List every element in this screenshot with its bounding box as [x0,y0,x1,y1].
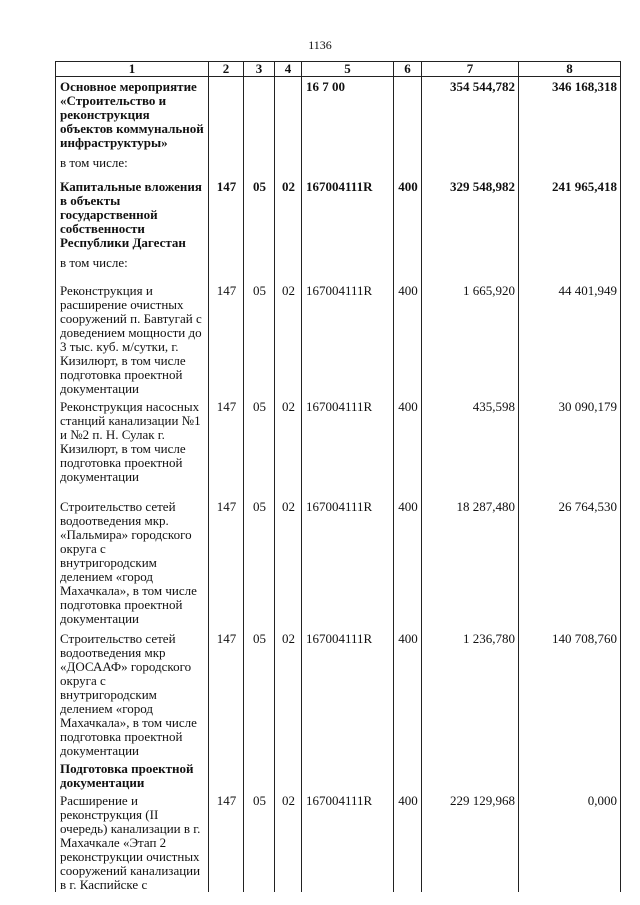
row-name: Основное мероприятие «Строительство и реконструкция объектов коммунальной инфраструктуры» [56,77,209,153]
cell-amount-col7: 18 287,480 [422,494,519,626]
cell-target-code: 167004111R [302,790,394,892]
cell-target-code: 167004111R [302,396,394,494]
table-row [56,758,621,790]
cell-ministry: 147 [209,396,244,494]
table-row [56,77,621,153]
cell-amount-col7: 329 548,982 [422,176,519,252]
cell-ministry: 147 [209,790,244,892]
table-row [56,790,621,892]
cell-ministry: 147 [209,494,244,626]
column-header: 8 [519,62,621,77]
cell-expense-type: 400 [394,176,422,252]
column-header: 1 [56,62,209,77]
row-name: Расширение и реконструкция (II очередь) канализации в г. Махачкале «Этап 2 реконструкции очистных сооружений канализации в г. Каспийске с [56,790,209,892]
cell-expense-type: 400 [394,494,422,626]
cell-amount-col8: 26 764,530 [519,494,621,626]
row-name: Реконструкция насосных станций канализации №1 и №2 п. Н. Сулак г. Кизилюрт, в том числе подготовка проектной документации [56,396,209,494]
row-name: Строительство сетей водоотведения мкр «ДОСААФ» городского округа с внутригородским делением «город Махачкала», в том числе подготовка проектной документации [56,626,209,758]
cell-section: 05 [244,626,275,758]
column-header: 2 [209,62,244,77]
column-header: 3 [244,62,275,77]
cell-section: 05 [244,276,275,396]
table-header-row [56,62,621,77]
table-row [56,176,621,252]
row-name: Подготовка проектной документации [56,758,209,790]
cell-subsection [275,77,302,153]
cell-amount-col8: 241 965,418 [519,176,621,252]
cell-ministry: 147 [209,276,244,396]
row-name: Капитальные вложения в объекты государственной собственности Республики Дагестан [56,176,209,252]
cell-amount-col7: 435,598 [422,396,519,494]
cell-subsection: 02 [275,626,302,758]
cell-amount-col8: 0,000 [519,790,621,892]
cell-target-code: 167004111R [302,626,394,758]
row-name: в том числе: [56,152,209,176]
cell-target-code: 167004111R [302,176,394,252]
cell-amount-col7: 354 544,782 [422,77,519,153]
cell-expense-type [394,77,422,153]
cell-amount-col7: 1 665,920 [422,276,519,396]
column-header: 6 [394,62,422,77]
cell-expense-type: 400 [394,396,422,494]
cell-ministry: 147 [209,176,244,252]
cell-ministry: 147 [209,626,244,758]
cell-subsection: 02 [275,790,302,892]
cell-section: 05 [244,790,275,892]
cell-section: 05 [244,494,275,626]
cell-section: 05 [244,176,275,252]
column-header: 4 [275,62,302,77]
table-row [56,252,621,276]
cell-amount-col7: 1 236,780 [422,626,519,758]
cell-expense-type: 400 [394,790,422,892]
cell-amount-col8: 30 090,179 [519,396,621,494]
cell-expense-type: 400 [394,626,422,758]
cell-section [244,77,275,153]
cell-amount-col8: 140 708,760 [519,626,621,758]
cell-target-code: 16 7 00 [302,77,394,153]
cell-subsection: 02 [275,276,302,396]
row-name: Строительство сетей водоотведения мкр. «Пальмира» городского округа с внутригородским делением «город Махачкала», в том числе подготовка проектной документации [56,494,209,626]
cell-section: 05 [244,396,275,494]
cell-target-code: 167004111R [302,494,394,626]
page-number: 1136 [308,38,332,52]
cell-target-code: 167004111R [302,276,394,396]
cell-subsection: 02 [275,494,302,626]
row-name: в том числе: [56,252,209,276]
budget-table [55,61,621,892]
cell-subsection: 02 [275,396,302,494]
cell-subsection: 02 [275,176,302,252]
cell-amount-col8: 346 168,318 [519,77,621,153]
table-row [56,152,621,176]
table-row [56,396,621,494]
cell-expense-type: 400 [394,276,422,396]
cell-amount-col7: 229 129,968 [422,790,519,892]
cell-amount-col8: 44 401,949 [519,276,621,396]
table-row [56,494,621,626]
row-name: Реконструкция и расширение очистных сооружений п. Бавтугай с доведением мощности до 3 тыс. куб. м/сутки, г. Кизилюрт, в том числе подготовка проектной документации [56,276,209,396]
table-row [56,626,621,758]
table-row [56,276,621,396]
column-header: 5 [302,62,394,77]
cell-ministry [209,77,244,153]
column-header: 7 [422,62,519,77]
